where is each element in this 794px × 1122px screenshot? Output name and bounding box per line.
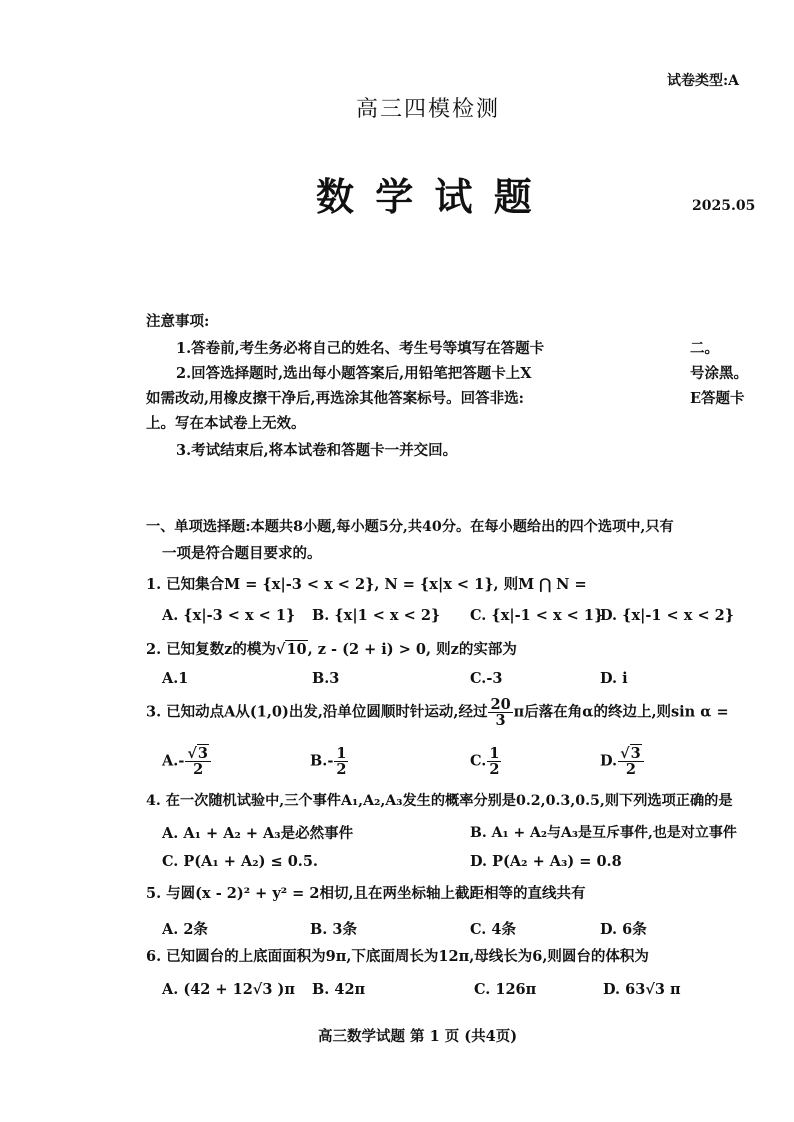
- notes-item-2-tail: 号涂黑。: [690, 365, 748, 382]
- fraction-numerator: 20: [490, 696, 511, 713]
- fraction: [618, 746, 644, 777]
- question-3-option-c: [470, 746, 502, 777]
- fraction-denominator: 2: [625, 761, 636, 779]
- question-2-option-b: B.3: [312, 670, 340, 687]
- notes-item-2: 2.回答选择题时,选出每小题答案后,用铅笔把答题卡上X: [176, 365, 532, 382]
- question-6-option-b: B. 42π: [312, 981, 366, 998]
- exam-name: 高三四模检测: [356, 97, 501, 122]
- fraction: [487, 746, 501, 777]
- notes-heading: 注意事项:: [146, 313, 210, 330]
- page-title: 数 学 试 题: [316, 174, 536, 219]
- fraction-numerator: 1: [336, 745, 347, 762]
- question-3-stem: [146, 697, 729, 728]
- fraction: [334, 746, 348, 777]
- question-3-stem-pre: 3. 已知动点A从(1,0)出发,沿单位圆顺时针运动,经过: [146, 703, 488, 721]
- option-sign: -: [178, 752, 185, 770]
- option-label: B.: [310, 752, 328, 770]
- question-3-stem-post: π后落在角α的终边上,则sin α =: [513, 703, 729, 721]
- section-title: 一、单项选择题:本题共8小题,每小题5分,共40分。在每小题给出的四个选项中,只有: [146, 519, 674, 535]
- exam-date: 2025.05: [692, 198, 756, 214]
- question-6-option-a: A. (42 + 12√3 )π: [162, 981, 295, 998]
- notes-item-2-line3: 上。写在本试卷上无效。: [146, 415, 306, 432]
- notes-item-1-tail: 二。: [690, 340, 719, 357]
- question-1-option-a: A. {x|-3 < x < 1}: [162, 607, 296, 624]
- question-4-option-b: B. A₁ + A₂与A₃是互斥事件,也是对立事件: [470, 825, 737, 841]
- notes-item-3: 3.考试结束后,将本试卷和答题卡一并交回。: [176, 442, 458, 459]
- page-footer: 高三数学试题 第 1 页 (共4页): [318, 1028, 518, 1045]
- sqrt-radicand: 3: [630, 745, 641, 762]
- section-title-line2: 一项是符合题目要求的。: [162, 545, 322, 562]
- question-5-stem: 5. 与圆(x - 2)² + y² = 2相切,且在两坐标轴上截距相等的直线共有: [146, 885, 586, 902]
- question-6-option-d: D. 63√3 π: [603, 981, 681, 998]
- question-2-stem-pre: 2. 已知复数z的模为: [146, 641, 276, 658]
- question-2-option-c: C.-3: [470, 670, 503, 687]
- option-label: C.: [470, 752, 487, 770]
- question-5-option-b: B. 3条: [310, 921, 357, 938]
- question-2-stem: [146, 641, 517, 658]
- paper-type: 试卷类型:A: [667, 73, 740, 89]
- sqrt-symbol: √: [187, 745, 197, 762]
- option-label: D.: [600, 752, 618, 770]
- sqrt-radicand: 3: [197, 745, 208, 762]
- fraction-numerator: 1: [489, 745, 500, 762]
- notes-item-2-line2: 如需改动,用橡皮擦干净后,再选涂其他答案标号。回答非选:: [146, 390, 524, 407]
- question-2-stem-post: , z - (2 + i) > 0, 则z的实部为: [307, 641, 517, 658]
- question-1-option-b: B. {x|1 < x < 2}: [312, 607, 441, 624]
- option-sign: -: [327, 752, 334, 770]
- sqrt-symbol: √: [275, 641, 286, 658]
- question-4-option-c: C. P(A₁ + A₂) ≤ 0.5.: [162, 853, 318, 870]
- fraction-denominator: 2: [489, 761, 500, 779]
- question-6-stem: 6. 已知圆台的上底面面积为9π,下底面周长为12π,母线长为6,则圆台的体积为: [146, 948, 649, 965]
- question-5-option-d: D. 6条: [600, 921, 647, 938]
- notes-item-1: 1.答卷前,考生务必将自己的姓名、考生号等填写在答题卡: [176, 340, 545, 357]
- question-3-option-d: [600, 746, 645, 777]
- fraction: [488, 697, 512, 728]
- option-label: A.: [162, 752, 179, 770]
- sqrt-symbol: √: [620, 745, 630, 762]
- question-2-option-a: A.1: [162, 670, 189, 687]
- question-1-option-c: C. {x|-1 < x < 1}: [470, 607, 604, 624]
- question-6-option-c: C. 126π: [474, 981, 537, 998]
- question-4-option-a: A. A₁ + A₂ + A₃是必然事件: [162, 825, 354, 842]
- question-1-stem: 1. 已知集合M = {x|-3 < x < 2}, N = {x|x < 1}, 则M ⋂ N =: [146, 576, 587, 593]
- fraction-denominator: 2: [193, 761, 204, 779]
- fraction-numerator: [185, 746, 211, 762]
- question-5-option-a: A. 2条: [162, 921, 208, 938]
- question-2-option-d: D. i: [600, 670, 628, 687]
- question-4-option-d: D. P(A₂ + A₃) = 0.8: [470, 853, 622, 870]
- question-4-stem: 4. 在一次随机试验中,三个事件A₁,A₂,A₃发生的概率分别是0.2,0.3,0.5,则下列选项正确的是: [146, 793, 733, 809]
- question-5-option-c: C. 4条: [470, 921, 516, 938]
- fraction-denominator: 2: [336, 761, 347, 779]
- question-1-option-d: D. {x|-1 < x < 2}: [600, 607, 735, 624]
- question-2-stem-sqrt: 10: [286, 641, 307, 658]
- fraction-denominator: 3: [495, 712, 506, 730]
- fraction: [185, 746, 211, 777]
- notes-item-2-line2-tail: E答题卡: [690, 390, 745, 407]
- question-3-option-a: [162, 746, 212, 777]
- fraction-numerator: [618, 746, 644, 762]
- question-3-option-b: [310, 746, 349, 777]
